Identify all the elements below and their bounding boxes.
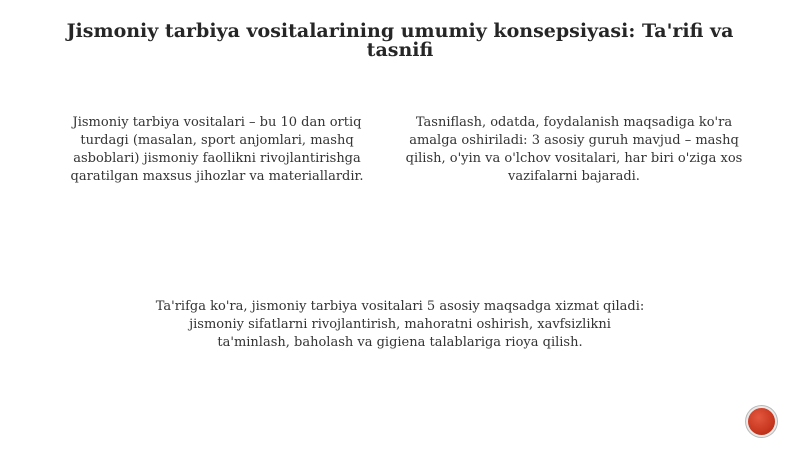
red-circle-icon[interactable]: [748, 408, 775, 435]
slide-title: Jismoniy tarbiya vositalarining umumiy konsepsiyasi: Ta'rifi va tasnifi: [66, 20, 734, 61]
right-paragraph: Tasniflash, odatda, foydalanish maqsadiga ko'ra amalga oshiriladi: 3 asosiy guruh mavjud – mashq qilish, o'yin va o'lchov vositalari, har biri o'ziga xos vazifalarni bajaradi.: [405, 115, 743, 184]
left-paragraph: Jismoniy tarbiya vositalari – bu 10 dan ortiq turdagi (masalan, sport anjomlari, mashq asboblari) jismoniy faollikni rivojlantirishga qaratilgan maxsus jihozlar va materiallardir.: [70, 115, 364, 184]
bottom-paragraph: Ta'rifga ko'ra, jismoniy tarbiya vositalari 5 asosiy maqsadga xizmat qiladi: jismoniy sifatlarni rivojlantirish, mahoratni oshirish, xavfsizlikni ta'minlash, baholash va gigiena talablariga rioya qilish.: [155, 299, 645, 350]
